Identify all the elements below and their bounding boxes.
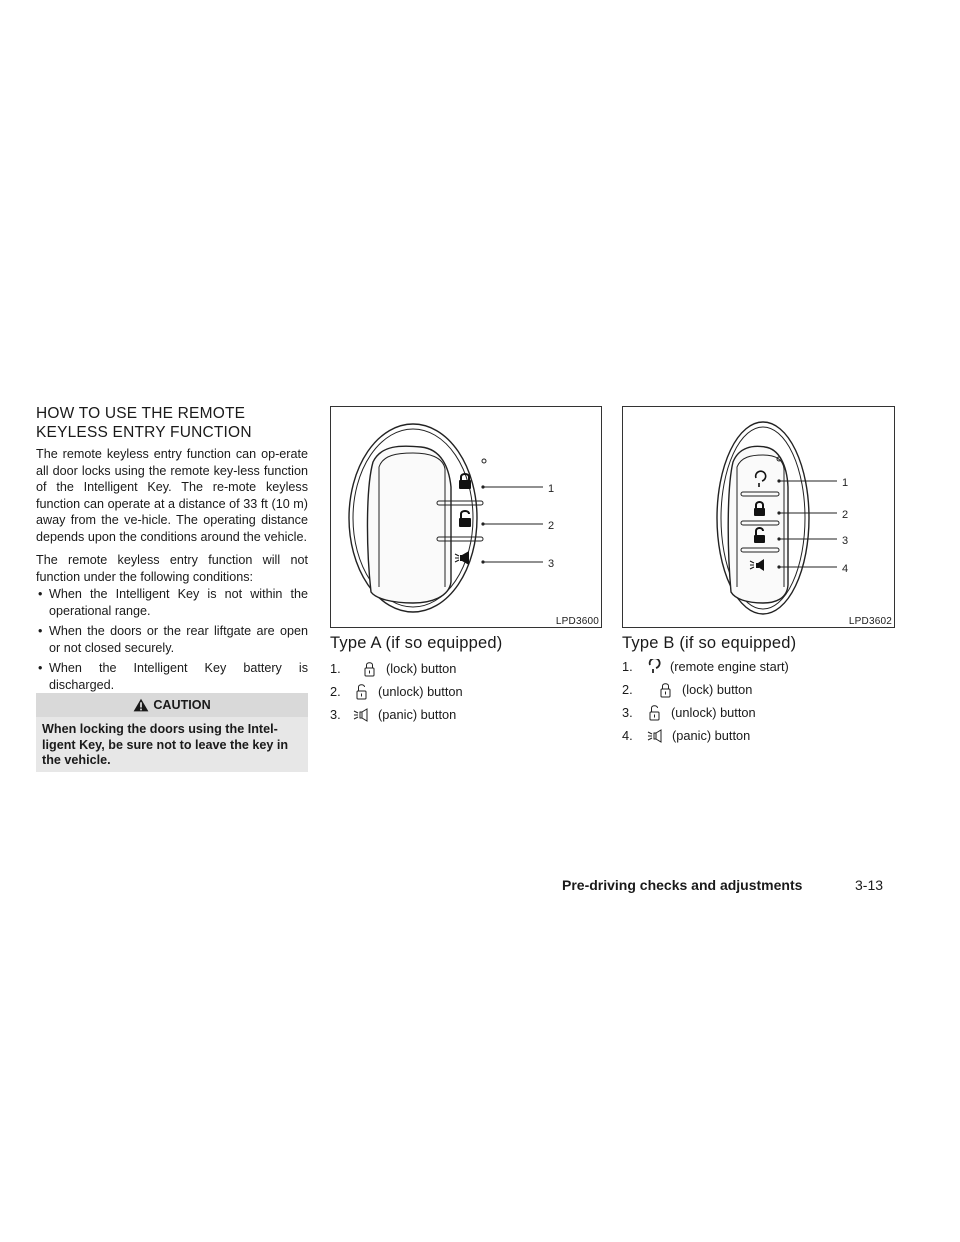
section-heading-line-2: KEYLESS ENTRY FUNCTION: [36, 424, 252, 441]
legend-label: (panic) button: [672, 728, 751, 743]
conditions-paragraph: The remote keyless entry function will not function under the following conditions:: [36, 553, 308, 584]
legend-label: (panic) button: [378, 707, 457, 722]
caution-text: When locking the doors using the Intel-ligent Key, be sure not to leave the key in the vehicle.: [42, 722, 289, 767]
fig-b-callout-1: 1: [842, 477, 849, 489]
figure-type-b: [622, 406, 895, 628]
caution-label: CAUTION: [153, 698, 211, 712]
fig-a-callout-1: 1: [548, 483, 555, 495]
fig-a-unlock-button: [459, 511, 471, 527]
warning-icon: [133, 698, 149, 712]
page-number: 3-13: [855, 877, 884, 893]
intro-paragraph: The remote keyless entry function can op-erate all door locks using the remote key-less function of the Intelligent Key. The re-mote keyless function can operate at a distance of 33 ft (10 m) away from the ve-hicle. The operating distance depends upon the conditions around the vehicle.: [36, 447, 308, 544]
fig-b-callout-4: 4: [842, 563, 849, 575]
panic-icon: [636, 728, 672, 744]
lock-icon: [636, 682, 682, 698]
type-b-legend-item-2: [622, 682, 752, 698]
type-b-legend-item-1: [622, 659, 789, 675]
list-item: • When the Intelligent Key battery is discharged.: [36, 660, 308, 693]
section-heading: [36, 404, 316, 442]
footer-section-title: Pre-driving checks and adjustments: [562, 877, 803, 893]
legend-number: 1.: [330, 661, 341, 676]
legend-number: 4.: [622, 728, 633, 743]
type-b-legend-item-3: [622, 705, 756, 721]
legend-label: (unlock) button: [671, 705, 756, 720]
legend-label: (remote engine start): [670, 659, 789, 674]
fig-b-callout-2: 2: [842, 509, 849, 521]
legend-number: 1.: [622, 659, 633, 674]
fig-a-panic-button: [455, 551, 469, 565]
legend-number: 2.: [330, 684, 341, 699]
figure-code: LPD3602: [848, 616, 892, 627]
type-a-legend-item-2: [330, 684, 463, 700]
lock-icon: [344, 661, 386, 677]
intelligent-key-type-b-illustration: [623, 407, 896, 629]
legend-number: 3.: [330, 707, 341, 722]
list-item: • When the doors or the rear liftgate are open or not closed securely.: [36, 623, 308, 656]
unlock-icon: [344, 684, 378, 700]
figure-type-a: [330, 406, 602, 628]
legend-label: (unlock) button: [378, 684, 463, 699]
conditions-list: [36, 586, 308, 697]
legend-label: (lock) button: [682, 682, 753, 697]
fig-a-callout-3: 3: [548, 558, 555, 570]
type-a-legend-item-1: [330, 661, 456, 677]
type-b-title: Type B (if so equipped): [622, 634, 797, 652]
legend-label: (lock) button: [386, 661, 457, 676]
legend-number: 2.: [622, 682, 633, 697]
remote-start-icon: [636, 659, 670, 675]
type-a-title: Type A (if so equipped): [330, 634, 503, 652]
legend-number: 3.: [622, 705, 633, 720]
intelligent-key-type-a-illustration: [331, 407, 603, 629]
list-item: • When the Intelligent Key is not within the operational range.: [36, 586, 308, 619]
unlock-icon: [636, 705, 671, 721]
type-b-legend-item-4: [622, 728, 750, 744]
figure-code: LPD3600: [555, 616, 599, 627]
caution-header: [36, 693, 308, 717]
type-a-legend-item-3: [330, 707, 456, 723]
panic-icon: [344, 707, 378, 723]
section-heading-line-1: HOW TO USE THE REMOTE: [36, 405, 246, 422]
fig-a-lock-button: [459, 474, 471, 489]
fig-a-callout-2: 2: [548, 520, 555, 532]
fig-b-callout-3: 3: [842, 535, 849, 547]
